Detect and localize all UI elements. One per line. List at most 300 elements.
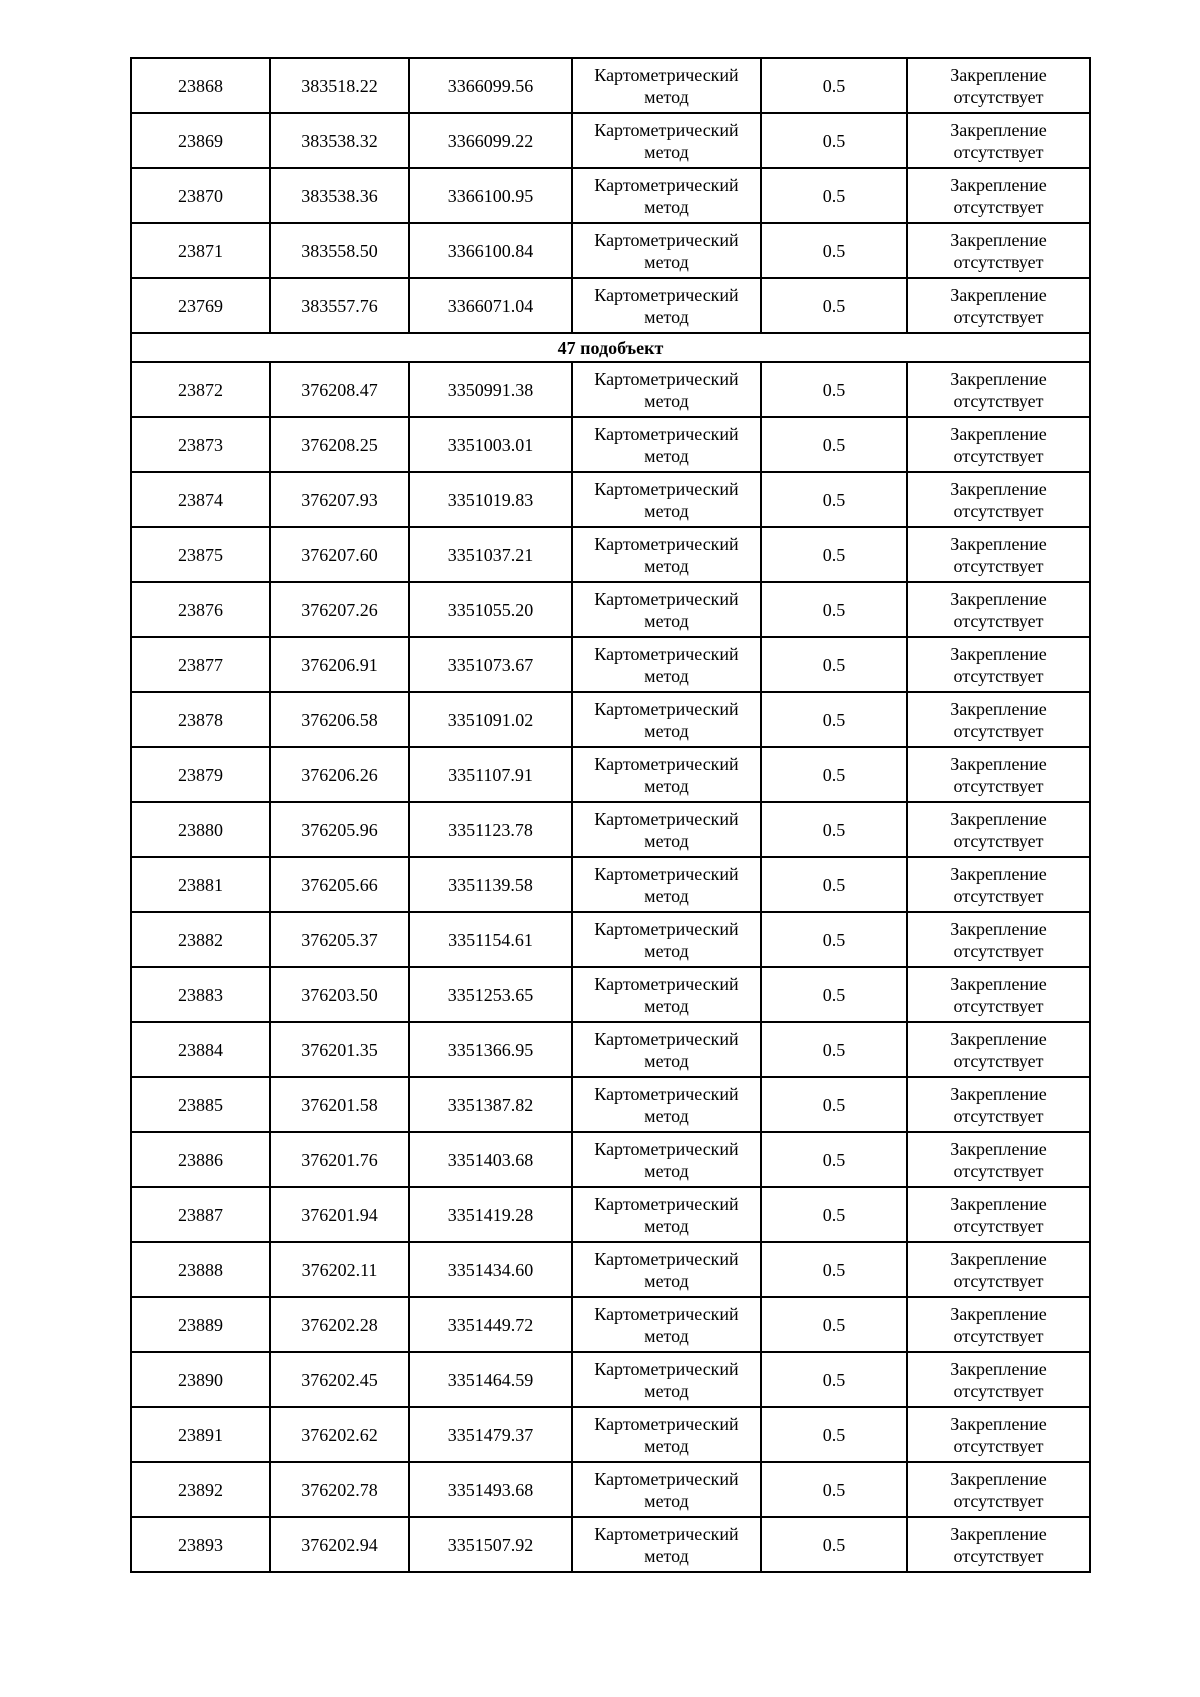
fixation-cell <box>907 582 1090 637</box>
x-coordinate-cell: 376207.93 <box>270 472 409 527</box>
x-coordinate-cell: 376208.47 <box>270 362 409 417</box>
table-row <box>131 747 1090 802</box>
method-line-1: Картометрический <box>594 1138 739 1159</box>
method-line-2: метод <box>644 1050 689 1071</box>
method-line-1: Картометрический <box>594 174 739 195</box>
table-row <box>131 1517 1090 1572</box>
fixation-cell <box>907 857 1090 912</box>
y-coordinate-cell: 3351479.37 <box>409 1407 572 1462</box>
fixation-cell <box>907 967 1090 1022</box>
method-line-1: Картометрический <box>594 533 739 554</box>
fixation-cell <box>907 1352 1090 1407</box>
fixation-line-1: Закрепление <box>950 588 1047 609</box>
point-id-cell: 23884 <box>131 1022 270 1077</box>
rows-before-group <box>131 58 1090 333</box>
fixation-cell <box>907 1022 1090 1077</box>
table-row <box>131 1297 1090 1352</box>
accuracy-cell: 0.5 <box>761 58 907 113</box>
method-cell <box>572 1517 761 1572</box>
table-row <box>131 1077 1090 1132</box>
method-cell <box>572 168 761 223</box>
fixation-line-2: отсутствует <box>953 720 1044 741</box>
fixation-line-2: отсутствует <box>953 1160 1044 1181</box>
method-line-1: Картометрический <box>594 643 739 664</box>
fixation-cell <box>907 278 1090 333</box>
method-line-2: метод <box>644 196 689 217</box>
accuracy-cell: 0.5 <box>761 223 907 278</box>
section-group <box>131 333 1090 362</box>
table-row <box>131 582 1090 637</box>
y-coordinate-cell: 3351091.02 <box>409 692 572 747</box>
accuracy-cell: 0.5 <box>761 527 907 582</box>
table-row <box>131 637 1090 692</box>
point-id-cell: 23872 <box>131 362 270 417</box>
method-line-1: Картометрический <box>594 1358 739 1379</box>
coordinates-table <box>130 57 1091 1573</box>
fixation-cell <box>907 912 1090 967</box>
method-line-2: метод <box>644 555 689 576</box>
fixation-line-2: отсутствует <box>953 390 1044 411</box>
method-cell <box>572 58 761 113</box>
method-line-1: Картометрический <box>594 1193 739 1214</box>
fixation-line-2: отсутствует <box>953 1325 1044 1346</box>
accuracy-cell: 0.5 <box>761 1077 907 1132</box>
fixation-line-1: Закрепление <box>950 1028 1047 1049</box>
rows-after-group <box>131 362 1090 1572</box>
fixation-cell <box>907 472 1090 527</box>
fixation-cell <box>907 527 1090 582</box>
fixation-line-2: отсутствует <box>953 196 1044 217</box>
fixation-line-1: Закрепление <box>950 64 1047 85</box>
fixation-line-1: Закрепление <box>950 229 1047 250</box>
method-cell <box>572 1187 761 1242</box>
point-id-cell: 23877 <box>131 637 270 692</box>
point-id-cell: 23868 <box>131 58 270 113</box>
x-coordinate-cell: 376201.58 <box>270 1077 409 1132</box>
fixation-line-1: Закрепление <box>950 174 1047 195</box>
table-row <box>131 472 1090 527</box>
table-row <box>131 692 1090 747</box>
fixation-line-1: Закрепление <box>950 808 1047 829</box>
accuracy-cell: 0.5 <box>761 472 907 527</box>
y-coordinate-cell: 3351387.82 <box>409 1077 572 1132</box>
method-cell <box>572 1352 761 1407</box>
fixation-line-1: Закрепление <box>950 698 1047 719</box>
point-id-cell: 23893 <box>131 1517 270 1572</box>
y-coordinate-cell: 3366100.95 <box>409 168 572 223</box>
table-row <box>131 1242 1090 1297</box>
x-coordinate-cell: 376207.60 <box>270 527 409 582</box>
point-id-cell: 23875 <box>131 527 270 582</box>
method-line-2: метод <box>644 830 689 851</box>
method-line-2: метод <box>644 610 689 631</box>
table-row <box>131 1462 1090 1517</box>
x-coordinate-cell: 376208.25 <box>270 417 409 472</box>
fixation-cell <box>907 1077 1090 1132</box>
fixation-line-1: Закрепление <box>950 918 1047 939</box>
y-coordinate-cell: 3351003.01 <box>409 417 572 472</box>
method-line-2: метод <box>644 720 689 741</box>
accuracy-cell: 0.5 <box>761 1242 907 1297</box>
method-cell <box>572 223 761 278</box>
fixation-line-1: Закрепление <box>950 1413 1047 1434</box>
table-row <box>131 58 1090 113</box>
method-cell <box>572 1022 761 1077</box>
point-id-cell: 23886 <box>131 1132 270 1187</box>
point-id-cell: 23878 <box>131 692 270 747</box>
method-cell <box>572 637 761 692</box>
x-coordinate-cell: 376202.62 <box>270 1407 409 1462</box>
accuracy-cell: 0.5 <box>761 168 907 223</box>
fixation-cell <box>907 747 1090 802</box>
accuracy-cell: 0.5 <box>761 747 907 802</box>
method-line-2: метод <box>644 86 689 107</box>
method-line-2: метод <box>644 251 689 272</box>
fixation-line-2: отсутствует <box>953 1050 1044 1071</box>
method-cell <box>572 1407 761 1462</box>
x-coordinate-cell: 383518.22 <box>270 58 409 113</box>
method-line-2: метод <box>644 445 689 466</box>
section-title: 47 подобъект <box>131 333 1090 362</box>
x-coordinate-cell: 376203.50 <box>270 967 409 1022</box>
y-coordinate-cell: 3351154.61 <box>409 912 572 967</box>
y-coordinate-cell: 3351073.67 <box>409 637 572 692</box>
x-coordinate-cell: 376206.58 <box>270 692 409 747</box>
accuracy-cell: 0.5 <box>761 1132 907 1187</box>
accuracy-cell: 0.5 <box>761 417 907 472</box>
point-id-cell: 23881 <box>131 857 270 912</box>
fixation-line-1: Закрепление <box>950 1358 1047 1379</box>
fixation-cell <box>907 637 1090 692</box>
fixation-line-1: Закрепление <box>950 1083 1047 1104</box>
fixation-line-1: Закрепление <box>950 1193 1047 1214</box>
fixation-line-1: Закрепление <box>950 119 1047 140</box>
point-id-cell: 23873 <box>131 417 270 472</box>
table-row <box>131 1407 1090 1462</box>
method-line-1: Картометрический <box>594 918 739 939</box>
method-line-1: Картометрический <box>594 1523 739 1544</box>
x-coordinate-cell: 376201.94 <box>270 1187 409 1242</box>
y-coordinate-cell: 3351449.72 <box>409 1297 572 1352</box>
fixation-cell <box>907 168 1090 223</box>
y-coordinate-cell: 3351055.20 <box>409 582 572 637</box>
method-line-2: метод <box>644 1160 689 1181</box>
method-line-1: Картометрический <box>594 1083 739 1104</box>
accuracy-cell: 0.5 <box>761 1187 907 1242</box>
method-line-1: Картометрический <box>594 229 739 250</box>
fixation-cell <box>907 417 1090 472</box>
table-row <box>131 967 1090 1022</box>
fixation-cell <box>907 1242 1090 1297</box>
x-coordinate-cell: 376201.76 <box>270 1132 409 1187</box>
x-coordinate-cell: 376202.28 <box>270 1297 409 1352</box>
table-row <box>131 1352 1090 1407</box>
method-cell <box>572 692 761 747</box>
method-line-1: Картометрический <box>594 863 739 884</box>
fixation-cell <box>907 802 1090 857</box>
fixation-line-2: отсутствует <box>953 995 1044 1016</box>
accuracy-cell: 0.5 <box>761 912 907 967</box>
fixation-line-2: отсутствует <box>953 1270 1044 1291</box>
method-cell <box>572 1297 761 1352</box>
method-line-2: метод <box>644 1270 689 1291</box>
y-coordinate-cell: 3351464.59 <box>409 1352 572 1407</box>
point-id-cell: 23769 <box>131 278 270 333</box>
method-line-1: Картометрический <box>594 423 739 444</box>
method-line-1: Картометрический <box>594 119 739 140</box>
method-cell <box>572 1132 761 1187</box>
y-coordinate-cell: 3351507.92 <box>409 1517 572 1572</box>
accuracy-cell: 0.5 <box>761 637 907 692</box>
y-coordinate-cell: 3366099.56 <box>409 58 572 113</box>
method-cell <box>572 527 761 582</box>
method-line-2: метод <box>644 940 689 961</box>
fixation-line-2: отсутствует <box>953 251 1044 272</box>
fixation-line-2: отсутствует <box>953 940 1044 961</box>
method-line-2: метод <box>644 775 689 796</box>
method-line-1: Картометрический <box>594 284 739 305</box>
fixation-line-1: Закрепление <box>950 368 1047 389</box>
x-coordinate-cell: 383558.50 <box>270 223 409 278</box>
fixation-line-2: отсутствует <box>953 141 1044 162</box>
fixation-line-1: Закрепление <box>950 1248 1047 1269</box>
x-coordinate-cell: 376206.91 <box>270 637 409 692</box>
table-row <box>131 527 1090 582</box>
point-id-cell: 23883 <box>131 967 270 1022</box>
point-id-cell: 23876 <box>131 582 270 637</box>
accuracy-cell: 0.5 <box>761 362 907 417</box>
accuracy-cell: 0.5 <box>761 1517 907 1572</box>
y-coordinate-cell: 3350991.38 <box>409 362 572 417</box>
table-row <box>131 912 1090 967</box>
fixation-cell <box>907 362 1090 417</box>
x-coordinate-cell: 376206.26 <box>270 747 409 802</box>
x-coordinate-cell: 376205.37 <box>270 912 409 967</box>
method-line-2: метод <box>644 1105 689 1126</box>
point-id-cell: 23885 <box>131 1077 270 1132</box>
y-coordinate-cell: 3366071.04 <box>409 278 572 333</box>
fixation-cell <box>907 692 1090 747</box>
table-row <box>131 802 1090 857</box>
y-coordinate-cell: 3351019.83 <box>409 472 572 527</box>
table-row <box>131 417 1090 472</box>
y-coordinate-cell: 3351403.68 <box>409 1132 572 1187</box>
accuracy-cell: 0.5 <box>761 857 907 912</box>
x-coordinate-cell: 376205.66 <box>270 857 409 912</box>
fixation-line-1: Закрепление <box>950 533 1047 554</box>
accuracy-cell: 0.5 <box>761 1407 907 1462</box>
fixation-line-1: Закрепление <box>950 863 1047 884</box>
point-id-cell: 23879 <box>131 747 270 802</box>
method-line-2: метод <box>644 1215 689 1236</box>
accuracy-cell: 0.5 <box>761 1022 907 1077</box>
fixation-line-2: отсутствует <box>953 555 1044 576</box>
fixation-line-2: отсутствует <box>953 1105 1044 1126</box>
fixation-cell <box>907 1187 1090 1242</box>
accuracy-cell: 0.5 <box>761 692 907 747</box>
point-id-cell: 23888 <box>131 1242 270 1297</box>
fixation-line-1: Закрепление <box>950 1468 1047 1489</box>
fixation-line-2: отсутствует <box>953 1490 1044 1511</box>
accuracy-cell: 0.5 <box>761 278 907 333</box>
method-line-1: Картометрический <box>594 368 739 389</box>
accuracy-cell: 0.5 <box>761 802 907 857</box>
method-cell <box>572 1242 761 1297</box>
method-line-2: метод <box>644 1325 689 1346</box>
fixation-line-2: отсутствует <box>953 445 1044 466</box>
point-id-cell: 23891 <box>131 1407 270 1462</box>
method-line-2: метод <box>644 1545 689 1566</box>
table-row <box>131 1022 1090 1077</box>
section-header-row <box>131 333 1090 362</box>
method-cell <box>572 417 761 472</box>
method-line-2: метод <box>644 665 689 686</box>
point-id-cell: 23870 <box>131 168 270 223</box>
y-coordinate-cell: 3351107.91 <box>409 747 572 802</box>
x-coordinate-cell: 383538.32 <box>270 113 409 168</box>
fixation-line-2: отсутствует <box>953 610 1044 631</box>
method-line-1: Картометрический <box>594 1303 739 1324</box>
table-row <box>131 362 1090 417</box>
fixation-line-1: Закрепление <box>950 478 1047 499</box>
x-coordinate-cell: 376202.45 <box>270 1352 409 1407</box>
table-row <box>131 168 1090 223</box>
fixation-line-2: отсутствует <box>953 306 1044 327</box>
method-line-2: метод <box>644 885 689 906</box>
table-row <box>131 278 1090 333</box>
fixation-line-2: отсутствует <box>953 1215 1044 1236</box>
method-line-1: Картометрический <box>594 1413 739 1434</box>
y-coordinate-cell: 3351366.95 <box>409 1022 572 1077</box>
method-line-1: Картометрический <box>594 753 739 774</box>
fixation-cell <box>907 58 1090 113</box>
y-coordinate-cell: 3351493.68 <box>409 1462 572 1517</box>
method-line-1: Картометрический <box>594 808 739 829</box>
method-cell <box>572 362 761 417</box>
point-id-cell: 23892 <box>131 1462 270 1517</box>
point-id-cell: 23889 <box>131 1297 270 1352</box>
method-cell <box>572 747 761 802</box>
y-coordinate-cell: 3366100.84 <box>409 223 572 278</box>
method-line-2: метод <box>644 1490 689 1511</box>
point-id-cell: 23890 <box>131 1352 270 1407</box>
method-line-1: Картометрический <box>594 64 739 85</box>
x-coordinate-cell: 376202.78 <box>270 1462 409 1517</box>
fixation-cell <box>907 1462 1090 1517</box>
fixation-line-2: отсутствует <box>953 1435 1044 1456</box>
y-coordinate-cell: 3351123.78 <box>409 802 572 857</box>
point-id-cell: 23869 <box>131 113 270 168</box>
fixation-line-1: Закрепление <box>950 643 1047 664</box>
method-cell <box>572 802 761 857</box>
fixation-line-1: Закрепление <box>950 1138 1047 1159</box>
fixation-line-1: Закрепление <box>950 1523 1047 1544</box>
method-line-1: Картометрический <box>594 698 739 719</box>
method-line-1: Картометрический <box>594 1248 739 1269</box>
y-coordinate-cell: 3351253.65 <box>409 967 572 1022</box>
accuracy-cell: 0.5 <box>761 1297 907 1352</box>
accuracy-cell: 0.5 <box>761 582 907 637</box>
point-id-cell: 23887 <box>131 1187 270 1242</box>
fixation-line-2: отсутствует <box>953 500 1044 521</box>
method-cell <box>572 1462 761 1517</box>
method-line-1: Картометрический <box>594 1028 739 1049</box>
method-line-2: метод <box>644 500 689 521</box>
fixation-line-2: отсутствует <box>953 665 1044 686</box>
y-coordinate-cell: 3351139.58 <box>409 857 572 912</box>
table-row <box>131 857 1090 912</box>
fixation-line-2: отсутствует <box>953 775 1044 796</box>
method-line-2: метод <box>644 306 689 327</box>
x-coordinate-cell: 383538.36 <box>270 168 409 223</box>
y-coordinate-cell: 3351037.21 <box>409 527 572 582</box>
method-cell <box>572 967 761 1022</box>
method-cell <box>572 113 761 168</box>
accuracy-cell: 0.5 <box>761 1352 907 1407</box>
fixation-line-2: отсутствует <box>953 885 1044 906</box>
table-row <box>131 113 1090 168</box>
method-cell <box>572 857 761 912</box>
fixation-line-1: Закрепление <box>950 753 1047 774</box>
method-cell <box>572 1077 761 1132</box>
x-coordinate-cell: 376202.94 <box>270 1517 409 1572</box>
fixation-cell <box>907 1407 1090 1462</box>
fixation-line-2: отсутствует <box>953 830 1044 851</box>
point-id-cell: 23882 <box>131 912 270 967</box>
fixation-line-2: отсутствует <box>953 1545 1044 1566</box>
x-coordinate-cell: 376202.11 <box>270 1242 409 1297</box>
fixation-line-1: Закрепление <box>950 1303 1047 1324</box>
point-id-cell: 23874 <box>131 472 270 527</box>
fixation-line-2: отсутствует <box>953 1380 1044 1401</box>
y-coordinate-cell: 3351434.60 <box>409 1242 572 1297</box>
fixation-cell <box>907 1517 1090 1572</box>
fixation-line-2: отсутствует <box>953 86 1044 107</box>
fixation-cell <box>907 223 1090 278</box>
method-line-1: Картометрический <box>594 973 739 994</box>
x-coordinate-cell: 383557.76 <box>270 278 409 333</box>
table-row <box>131 1132 1090 1187</box>
x-coordinate-cell: 376201.35 <box>270 1022 409 1077</box>
method-line-1: Картометрический <box>594 1468 739 1489</box>
table-row <box>131 1187 1090 1242</box>
method-line-2: метод <box>644 141 689 162</box>
method-line-2: метод <box>644 1435 689 1456</box>
fixation-line-1: Закрепление <box>950 423 1047 444</box>
method-cell <box>572 472 761 527</box>
method-line-2: метод <box>644 995 689 1016</box>
point-id-cell: 23871 <box>131 223 270 278</box>
fixation-line-1: Закрепление <box>950 973 1047 994</box>
accuracy-cell: 0.5 <box>761 967 907 1022</box>
accuracy-cell: 0.5 <box>761 113 907 168</box>
method-cell <box>572 582 761 637</box>
fixation-cell <box>907 1132 1090 1187</box>
method-line-2: метод <box>644 1380 689 1401</box>
method-line-2: метод <box>644 390 689 411</box>
table-row <box>131 223 1090 278</box>
x-coordinate-cell: 376205.96 <box>270 802 409 857</box>
fixation-line-1: Закрепление <box>950 284 1047 305</box>
method-line-1: Картометрический <box>594 478 739 499</box>
method-cell <box>572 912 761 967</box>
method-cell <box>572 278 761 333</box>
y-coordinate-cell: 3351419.28 <box>409 1187 572 1242</box>
fixation-cell <box>907 1297 1090 1352</box>
point-id-cell: 23880 <box>131 802 270 857</box>
fixation-cell <box>907 113 1090 168</box>
y-coordinate-cell: 3366099.22 <box>409 113 572 168</box>
